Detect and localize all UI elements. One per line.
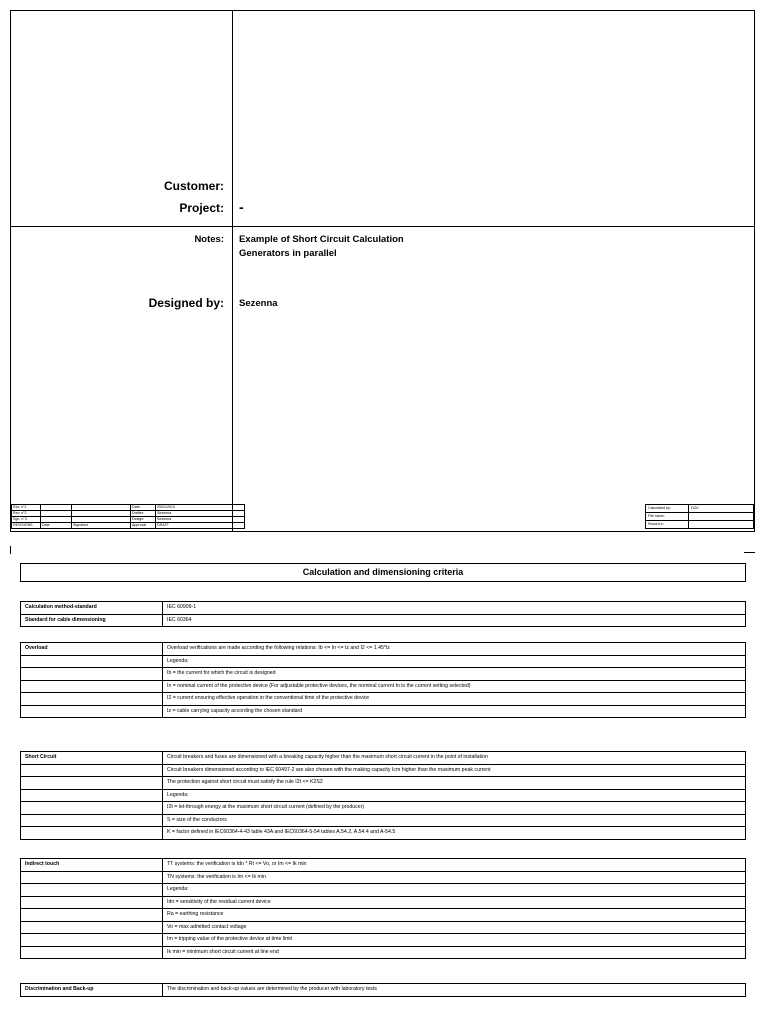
criteria-topic [21,921,163,934]
criteria-description: The protection against short circuit must satisfy the rule I2t <= K2S2 [163,777,746,790]
criteria-topic [21,680,163,693]
criteria-description: I2 = current ensuring effective operation in the conventional time of the protective device [163,693,746,706]
revision-cell: Sezenna [156,517,245,523]
criteria-row [21,789,746,802]
calc-value [689,513,754,521]
criteria-row [21,802,746,815]
calculation-block [645,504,754,529]
revision-cell: Drafter: [131,511,156,517]
criteria-topic [21,871,163,884]
criteria-description: IEC 60364 [163,614,746,627]
cover-sheet [10,10,755,532]
revision-cell: DRAFT [156,523,245,529]
criteria-description: S = size of the conductors [163,814,746,827]
criteria-topic [21,802,163,815]
criteria-row [21,884,746,897]
criteria-row [21,614,746,627]
criteria-topic [21,655,163,668]
revision-cell: Sgn. n°3 [12,517,41,523]
criteria-topic: Calculation method-standard [21,602,163,615]
revision-cell: Rev. n°1 [12,505,41,511]
page-separator-left [10,546,11,554]
criteria-row [21,859,746,872]
customer-label: Customer: [163,179,224,193]
criteria-description: Ik min = minimum short circuit current at line end [163,946,746,959]
page-separator-right [744,552,755,553]
criteria-row [21,871,746,884]
criteria-topic [21,934,163,947]
criteria-row [21,896,746,909]
criteria-row [21,752,746,765]
criteria-topic [21,814,163,827]
notes-label: Notes: [194,234,224,245]
calc-row [646,505,754,513]
criteria-row [21,655,746,668]
notes-line-1: Example of Short Circuit Calculation [239,234,404,245]
criteria-row [21,946,746,959]
criteria-row [21,934,746,947]
criteria-section-table [20,858,746,959]
criteria-row [21,827,746,840]
criteria-row [21,643,746,656]
criteria-row [21,984,746,997]
calc-label: Record #: [646,521,689,529]
criteria-topic: Discrimination and Back-up [21,984,163,997]
criteria-topic [21,705,163,718]
criteria-topic: Standard for cable dimensioning [21,614,163,627]
criteria-topic [21,668,163,681]
criteria-row [21,705,746,718]
criteria-row [21,814,746,827]
criteria-topic: Short Circuit [21,752,163,765]
designed-by-label: Designed by: [148,296,224,310]
calc-row [646,521,754,529]
criteria-description: Legenda: [163,884,746,897]
calc-row [646,513,754,521]
criteria-section-table [20,601,746,627]
criteria-description: Legenda: [163,655,746,668]
criteria-description: Circuit breakers and fuses are dimensioned with a breaking capacity higher than the maximum short circuit current in the point of installation [163,752,746,765]
revision-cell: Signature [72,523,131,529]
criteria-row [21,668,746,681]
revision-cell: Date [41,523,72,529]
criteria-section-table [20,642,746,718]
criteria-topic [21,693,163,706]
criteria-row [21,909,746,922]
criteria-description: Vo = max admitted contact voltage [163,921,746,934]
criteria-description: In = nominal current of the protective device (For adjustable protective devices, the nominal current In is the current setting selected) [163,680,746,693]
criteria-topic [21,827,163,840]
criteria-topic [21,789,163,802]
criteria-description: Im = tripping value of the protective device at time limit [163,934,746,947]
criteria-title: Calculation and dimensioning criteria [20,563,746,582]
criteria-description: I2t = let-through energy at the maximum short circuit current (defined by the producer) [163,802,746,815]
revision-cell: Rev. n°2 [12,511,41,517]
criteria-section-table [20,983,746,997]
criteria-row [21,921,746,934]
revision-cell: Date: [131,505,156,511]
criteria-topic [21,884,163,897]
criteria-row [21,693,746,706]
criteria-description: K = factor defined in IEC60364-4-43 table 43A and IEC60364-5-54 tables A.54.2, A.54.4 and A-54.5 [163,827,746,840]
criteria-description: Iz = cable carrying capacity according the chosen standard [163,705,746,718]
revision-cell: Design: [131,517,156,523]
notes-line-2: Generators in parallel [239,248,337,259]
horizontal-divider [11,226,754,227]
criteria-topic [21,896,163,909]
revision-cell: Sezenna [156,511,245,517]
criteria-description: Overload verifications are made according the following relations: Ib <= In <= Iz and I2 <= 1.45*Iz [163,643,746,656]
criteria-row [21,680,746,693]
criteria-description: IEC 60909-1 [163,602,746,615]
calc-value [689,521,754,529]
revision-cell: Approval [131,523,156,529]
criteria-topic [21,909,163,922]
criteria-row [21,777,746,790]
criteria-row [21,764,746,777]
revisions-table [11,504,245,529]
criteria-row [21,602,746,615]
criteria-description: Idn = sensitivity of the residual current device [163,896,746,909]
criteria-description: The discrimination and back-up values are determined by the producer with laboratory tests [163,984,746,997]
designed-by-value: Sezenna [239,298,278,309]
criteria-topic [21,764,163,777]
calc-label: File name: [646,513,689,521]
criteria-description: Legenda: [163,789,746,802]
criteria-topic [21,777,163,790]
calc-value: DOC [689,505,754,513]
criteria-description: Ra = earthing resistance [163,909,746,922]
revision-cell: 25/01/2013 [156,505,245,511]
criteria-description: TT systems: the verification is Idn * Rt <= Vo, or Im <= Ik min [163,859,746,872]
calc-label: Calculated by: [646,505,689,513]
vertical-divider [232,11,233,531]
criteria-topic: Overload [21,643,163,656]
criteria-topic [21,946,163,959]
criteria-description: Ib = the current for which the circuit is designed [163,668,746,681]
criteria-description: Circuit breakers dimensioned according to IEC 60497-2 are also chosen with the making capacity Icm higher than the maximum peak current [163,764,746,777]
criteria-description: TN systems: the verification is Im <= Ik min [163,871,746,884]
criteria-section-table [20,751,746,840]
criteria-topic: Indirect touch [21,859,163,872]
project-value: - [239,199,244,215]
revision-row [12,523,245,529]
project-label: Project: [179,201,224,215]
revision-cell: REVISIONS [12,523,41,529]
